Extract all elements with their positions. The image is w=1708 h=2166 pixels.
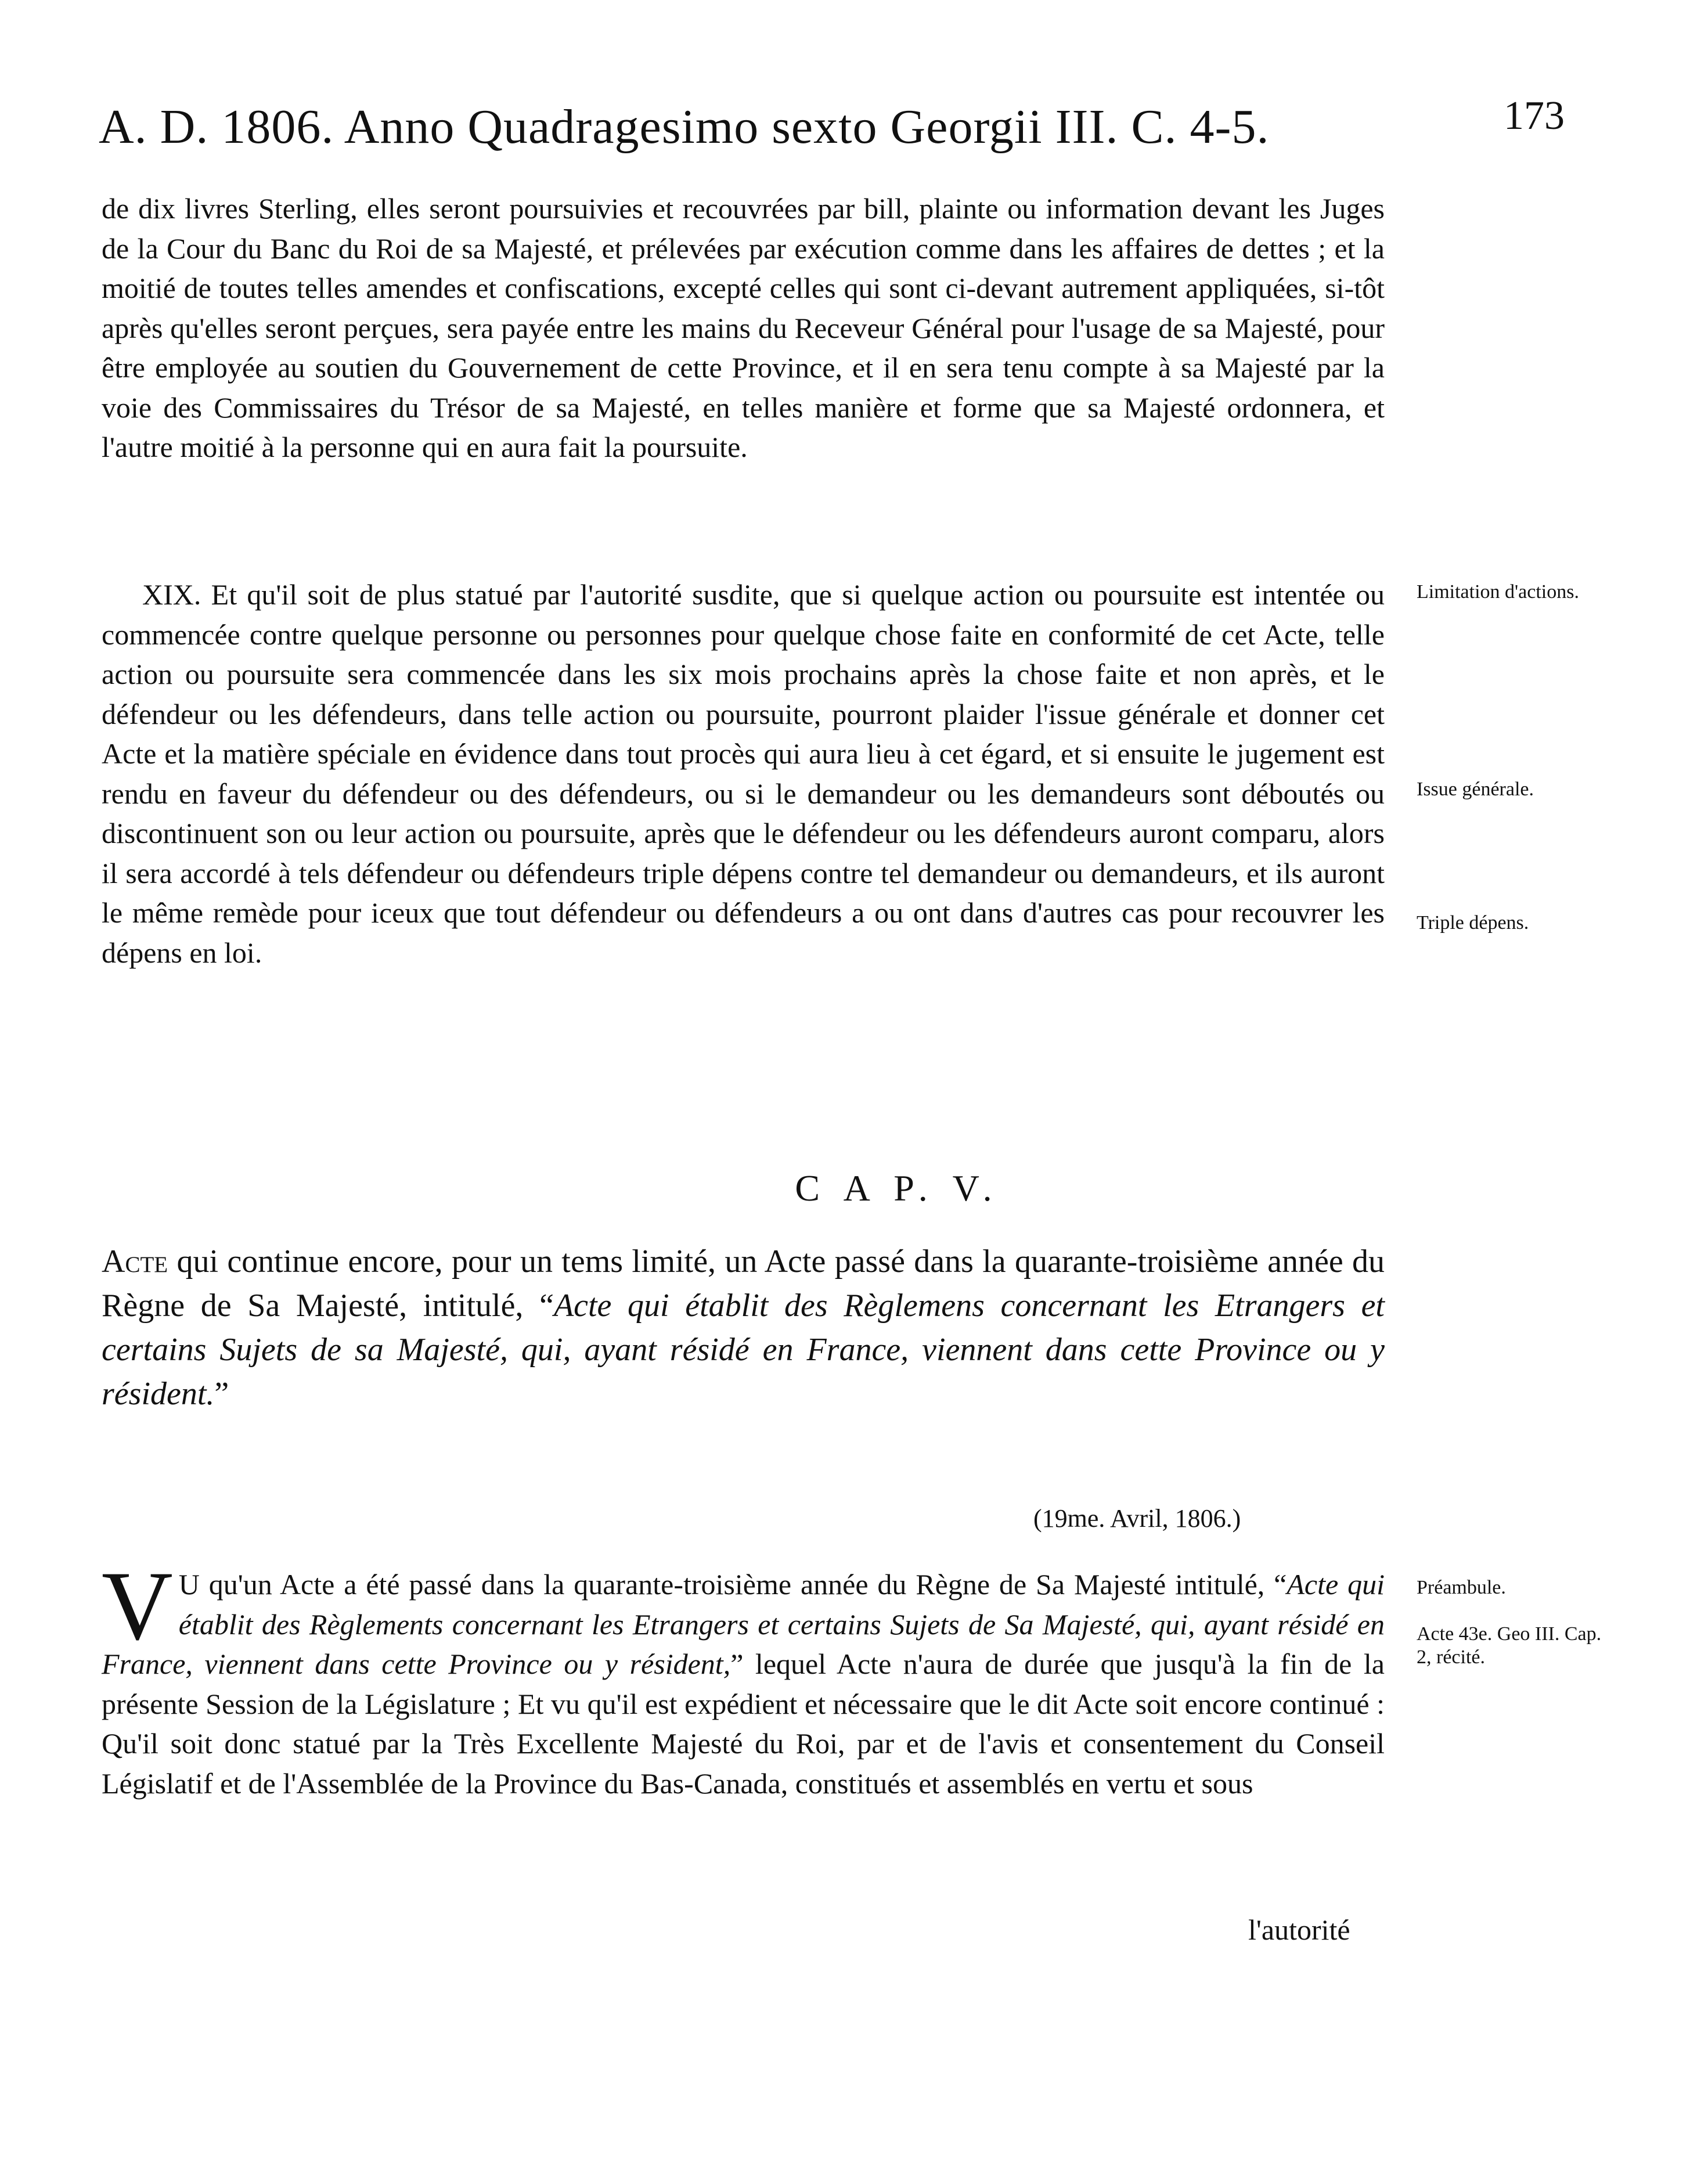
- act-date: (19me. Avril, 1806.): [1033, 1504, 1241, 1533]
- act-title-text: qui continue encore, pour un tems limité, un Acte passé dans la quarante-troisième année du Règne de Sa Majesté, intitulé, “: [102, 1244, 1385, 1324]
- marginal-note-limitation: Limitation d'actions.: [1417, 581, 1579, 603]
- marginal-note-issue: Issue générale.: [1417, 779, 1534, 800]
- page-number: 173: [1504, 93, 1565, 138]
- preamble-text-1: U qu'un Acte a été passé dans la quarante-troisième année du Règne de Sa Majesté intitulé, “: [178, 1568, 1287, 1601]
- preamble-italic: Acte qui établit des Règlements concernant les Etrangers et certains Sujets de Sa Majesté, qui, ayant résidé en France, viennent dans cette Province ou y résident,: [102, 1568, 1385, 1680]
- act-title-italic: Acte qui établit des Règlemens concernant les Etrangers et certains Sujets de sa Majesté, qui, ayant résidé en France, viennent dans cette Province ou y résident.: [102, 1288, 1385, 1412]
- preamble-text-2: ” lequel Acte n'aura de durée que jusqu'à la fin de la présente Session de la Législature ; Et vu qu'il est expédient et nécessaire que le dit Acte soit encore continué : Qu'il soit donc statué par la Très Excellente Majesté du Roi, par et de l'avis et consentement du Conseil Législatif et de l'Assemblée de la Province du Bas-Canada, constitués et assemblés en vertu et sous: [102, 1648, 1385, 1800]
- marginal-note-preambule: Préambule.: [1417, 1577, 1506, 1598]
- act-title: [102, 1239, 1385, 1416]
- act-title-close: ”: [214, 1376, 229, 1412]
- marginal-note-triple: Triple dépens.: [1417, 912, 1529, 934]
- act-title-lead: Acte: [102, 1244, 168, 1280]
- continuation-paragraph: de dix livres Sterling, elles seront poursuivies et recouvrées par bill, plainte ou information devant les Juges de la Cour du Banc du Roi de sa Majesté, et prélevées par exécution comme dans les affaires de dettes ; et la moitié de toutes telles amendes et confiscations, excepté celles qui sont ci-devant autrement appliquées, si-tôt après qu'elles seront perçues, sera payée entre les mains du Receveur Général pour l'usage de sa Majesté, pour être employée au soutien du Gouvernement de cette Province, et il en sera tenu compte à sa Majesté par la voie des Commissaires du Trésor de sa Majesté, en telles manière et forme que sa Majesté ordonnera, et l'autre moitié à la personne qui en aura fait la poursuite.: [102, 192, 1385, 463]
- catchword: l'autorité: [1248, 1913, 1350, 1946]
- running-header: A. D. 1806. Anno Quadragesimo sexto Georgii III. C. 4-5.: [99, 100, 1270, 154]
- preamble-paragraph: [102, 1551, 1385, 1803]
- drop-cap: V: [102, 1551, 173, 1660]
- section-xix-paragraph: XIX. Et qu'il soit de plus statué par l'autorité susdite, que si quelque action ou poursuite est intentée ou commencée contre quelque personne ou personnes pour quelque chose faite en conformité de cet Acte, telle action ou poursuite sera commencée dans les six mois prochains après la chose faite et non après, et le défendeur ou les défendeurs, dans telle action ou poursuite, pourront plaider l'issue générale et donner cet Acte et la matière spéciale en évidence dans tout procès qui aura lieu à cet égard, et si ensuite le jugement est rendu en faveur du défendeur ou des défendeurs, ou si le demandeur ou les demandeurs sont déboutés ou discontinuent son ou leur action ou poursuite, après que le défendeur ou les défendeurs auront comparu, alors il sera accordé à tels défendeur ou défendeurs triple dépens contre tel demandeur ou demandeurs, et ils auront le même remède pour iceux que tout défendeur ou défendeurs a ou ont dans d'autres cas pour recouvrer les dépens en loi.: [102, 578, 1385, 969]
- marginal-note-acte-ref: Acte 43e. Geo III. Cap. 2, récité.: [1417, 1623, 1602, 1668]
- chapter-heading: C A P. V.: [795, 1167, 1000, 1209]
